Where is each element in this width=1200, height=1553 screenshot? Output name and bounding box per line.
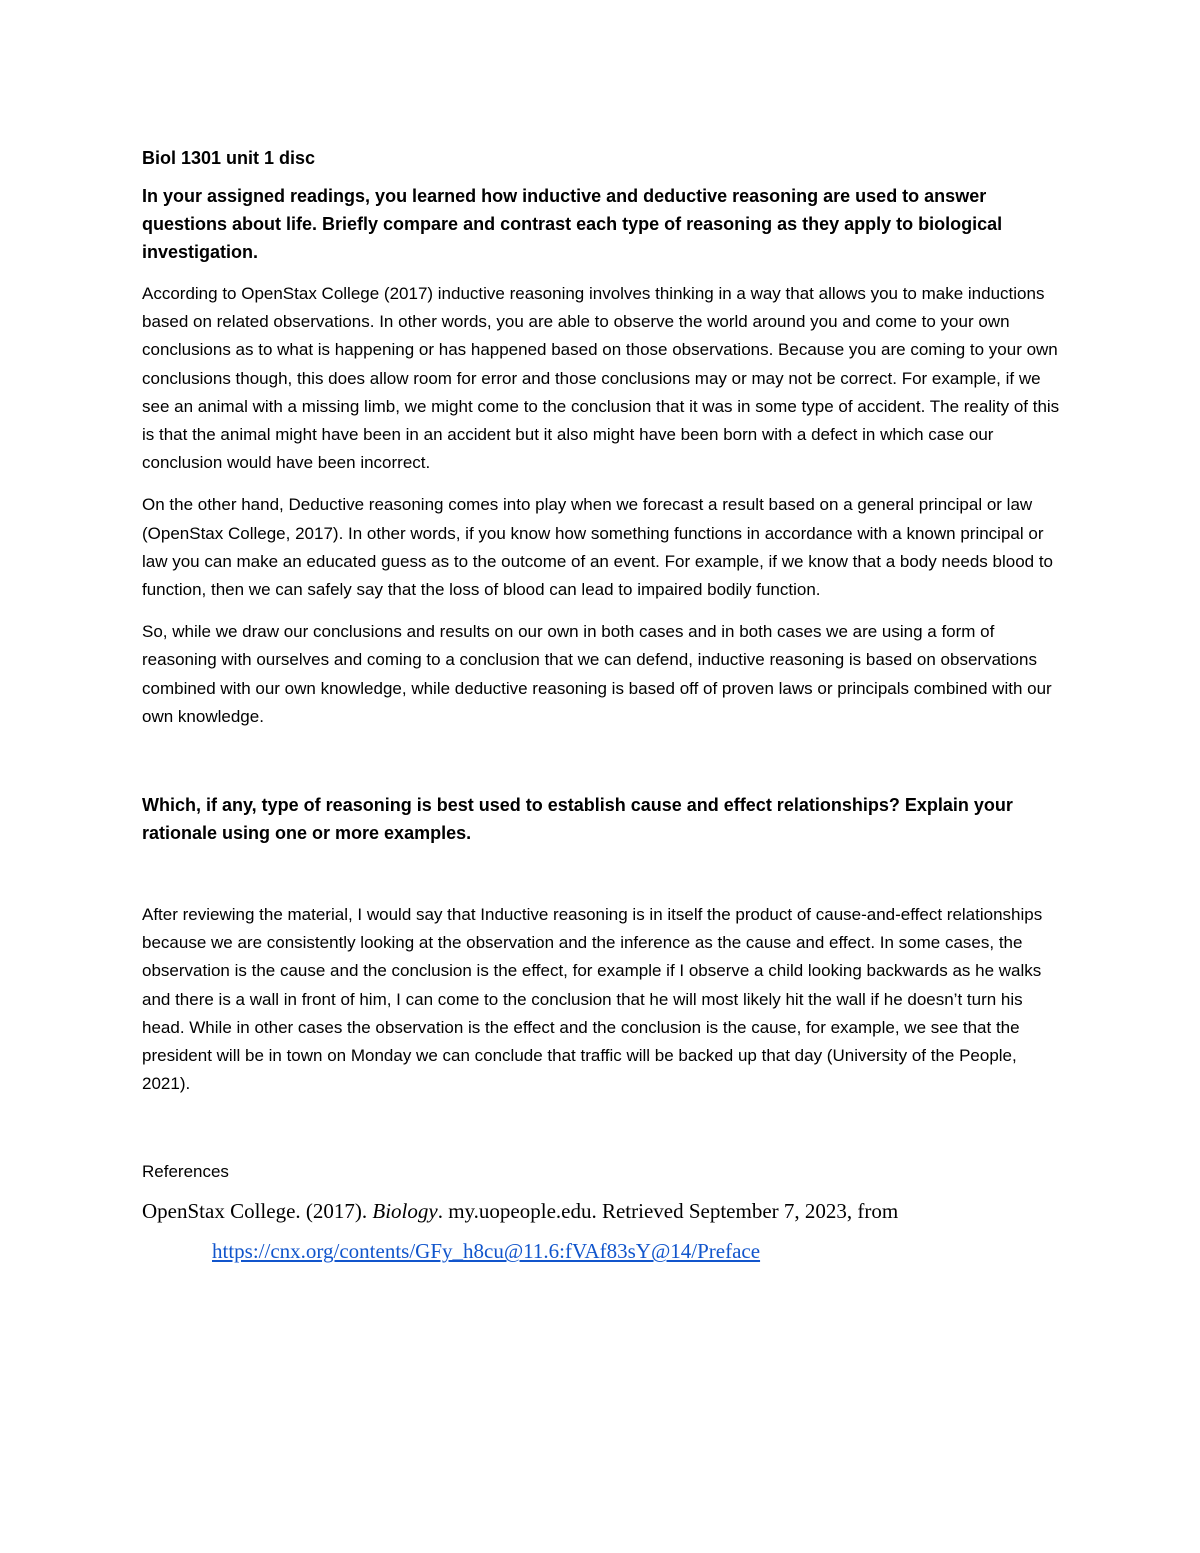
reference-citation: [142, 1194, 1062, 1228]
spacer: [142, 745, 1062, 791]
citation-title: Biology: [372, 1199, 438, 1224]
paragraph-comparison: So, while we draw our conclusions and results on our own in both cases and in both cases we are using a form of reasoning with ourselves and coming to a conclusion that we can defend, inductive reasoning is based on observations combined with our own knowledge, while deductive reasoning is based off of proven laws or principals combined with our own knowledge.: [142, 622, 1052, 726]
spacer: [142, 861, 1062, 901]
reference-url-line: [212, 1234, 1062, 1268]
references-heading: References: [142, 1162, 229, 1182]
question-1: In your assigned readings, you learned how inductive and deductive reasoning are used to answer questions about life. Briefly compare and contrast each type of reasoning as they apply to biological investigation.: [142, 186, 1003, 262]
answer-2: After reviewing the material, I would say that Inductive reasoning is in itself the product of cause-and-effect relationships because we are consistently looking at the observation and the inference as the cause and effect. In some cases, the observation is the cause and the conclusion is the effect, for example if I observe a child looking backwards as he walks and there is a wall in front of him, I can come to the conclusion that he will most likely hit the wall if he doesn’t turn his head. While in other cases the observation is the effect and the conclusion is the cause, for example, we see that the president will be in town on Monday we can conclude that traffic will be backed up that day (University of the People, 2021).: [142, 905, 1043, 1094]
reference-link[interactable]: https://cnx.org/contents/GFy_h8cu@11.6:fVAf83sY@14/Preface: [212, 1239, 761, 1264]
document-title: Biol 1301 unit 1 disc: [142, 148, 316, 168]
citation-prefix: OpenStax College. (2017).: [142, 1199, 373, 1224]
citation-suffix: . my.uopeople.edu. Retrieved September 7, 2023, from: [437, 1199, 899, 1224]
paragraph-inductive: According to OpenStax College (2017) inductive reasoning involves thinking in a way that allows you to make inductions based on related observations. In other words, you are able to observe the world around you and come to your own conclusions as to what is happening or has happened based on those observations. Because you are coming to your own conclusions though, this does allow room for error and those conclusions may or may not be correct. For example, if we see an animal with a missing limb, we might come to the conclusion that it was in some type of accident. The reality of this is that the animal might have been in an accident but it also might have been born with a defect in which case our conclusion would have been incorrect.: [142, 284, 1060, 473]
paragraph-deductive: On the other hand, Deductive reasoning comes into play when we forecast a result based on a general principal or law (OpenStax College, 2017). In other words, if you know how something functions in accordance with a known principal or law you can make an educated guess as to the outcome of an event. For example, if we know that a body needs blood to function, then we can safely say that the loss of blood can lead to impaired bodily function.: [142, 495, 1054, 600]
question-2: Which, if any, type of reasoning is best used to establish cause and effect relationships? Explain your rationale using one or more examples.: [142, 795, 1013, 844]
spacer: [142, 1112, 1062, 1158]
document-body: [142, 146, 1062, 1268]
